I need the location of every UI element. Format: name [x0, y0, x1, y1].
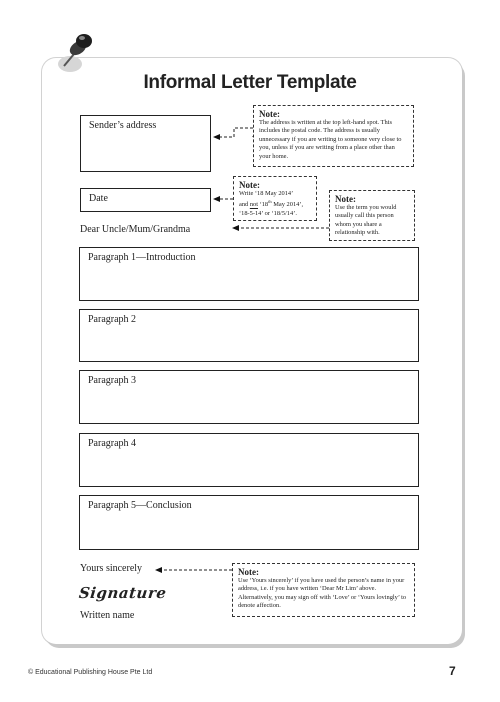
greeting-note [329, 190, 415, 241]
address-note-heading: Note: [259, 109, 280, 119]
senders-address-box [80, 115, 211, 172]
paragraph-1-box [79, 247, 419, 301]
paragraph-2-label: Paragraph 2 [88, 314, 137, 325]
paragraph-4-label: Paragraph 4 [88, 438, 137, 449]
greeting-note-heading: Note: [335, 194, 356, 204]
paragraph-2-box [79, 309, 419, 362]
paragraph-5-box [79, 495, 419, 550]
written-name-text: Written name [80, 610, 135, 621]
page-title: Informal Letter Template [143, 72, 357, 93]
greeting-note-text: Use the term you would usually call this person whom you share a relationship with. [335, 204, 397, 237]
copyright-text: © Educational Publishing House Pte Ltd [28, 669, 153, 676]
closing-note-text: Use ‘Yours sincerely’ if you have used the person’s name in your address, i.e. if you have written ‘Dear Mr Lim’ above. Alternatively, you may sign off with ‘Love’ or ‘Yours lovingly’ to denote affection. [238, 577, 407, 610]
senders-address-label: Sender’s address [89, 120, 157, 131]
date-note-heading: Note: [239, 180, 260, 190]
page-number: 7 [449, 664, 456, 678]
greeting-text: Dear Uncle/Mum/Grandma [80, 224, 191, 235]
closing-note [232, 563, 415, 617]
closing-text: Yours sincerely [80, 563, 143, 574]
address-note-text: The address is written at the top left-hand spot. This includes the postal code. The address is usually unnecessary if you are writing to someone very close to you, unless if you are writing from a place other than your home. [259, 119, 402, 160]
paragraph-5-label: Paragraph 5—Conclusion [88, 500, 192, 511]
date-note [233, 176, 317, 221]
date-box [80, 188, 211, 212]
address-note [253, 105, 414, 167]
date-note-line1: Write ‘18 May 2014’ [239, 190, 294, 197]
date-note-line3: ‘18-5-14’ or ‘18/5/14’. [239, 209, 297, 217]
paragraph-3-label: Paragraph 3 [88, 375, 137, 386]
closing-note-heading: Note: [238, 567, 259, 577]
paragraph-3-box [79, 370, 419, 424]
date-label: Date [89, 193, 108, 204]
paragraph-1-label: Paragraph 1—Introduction [88, 252, 196, 263]
paragraph-4-box [79, 433, 419, 487]
date-note-line2: and not ‘18th May 2014’, [239, 199, 304, 209]
signature-text: Signature [78, 584, 168, 602]
